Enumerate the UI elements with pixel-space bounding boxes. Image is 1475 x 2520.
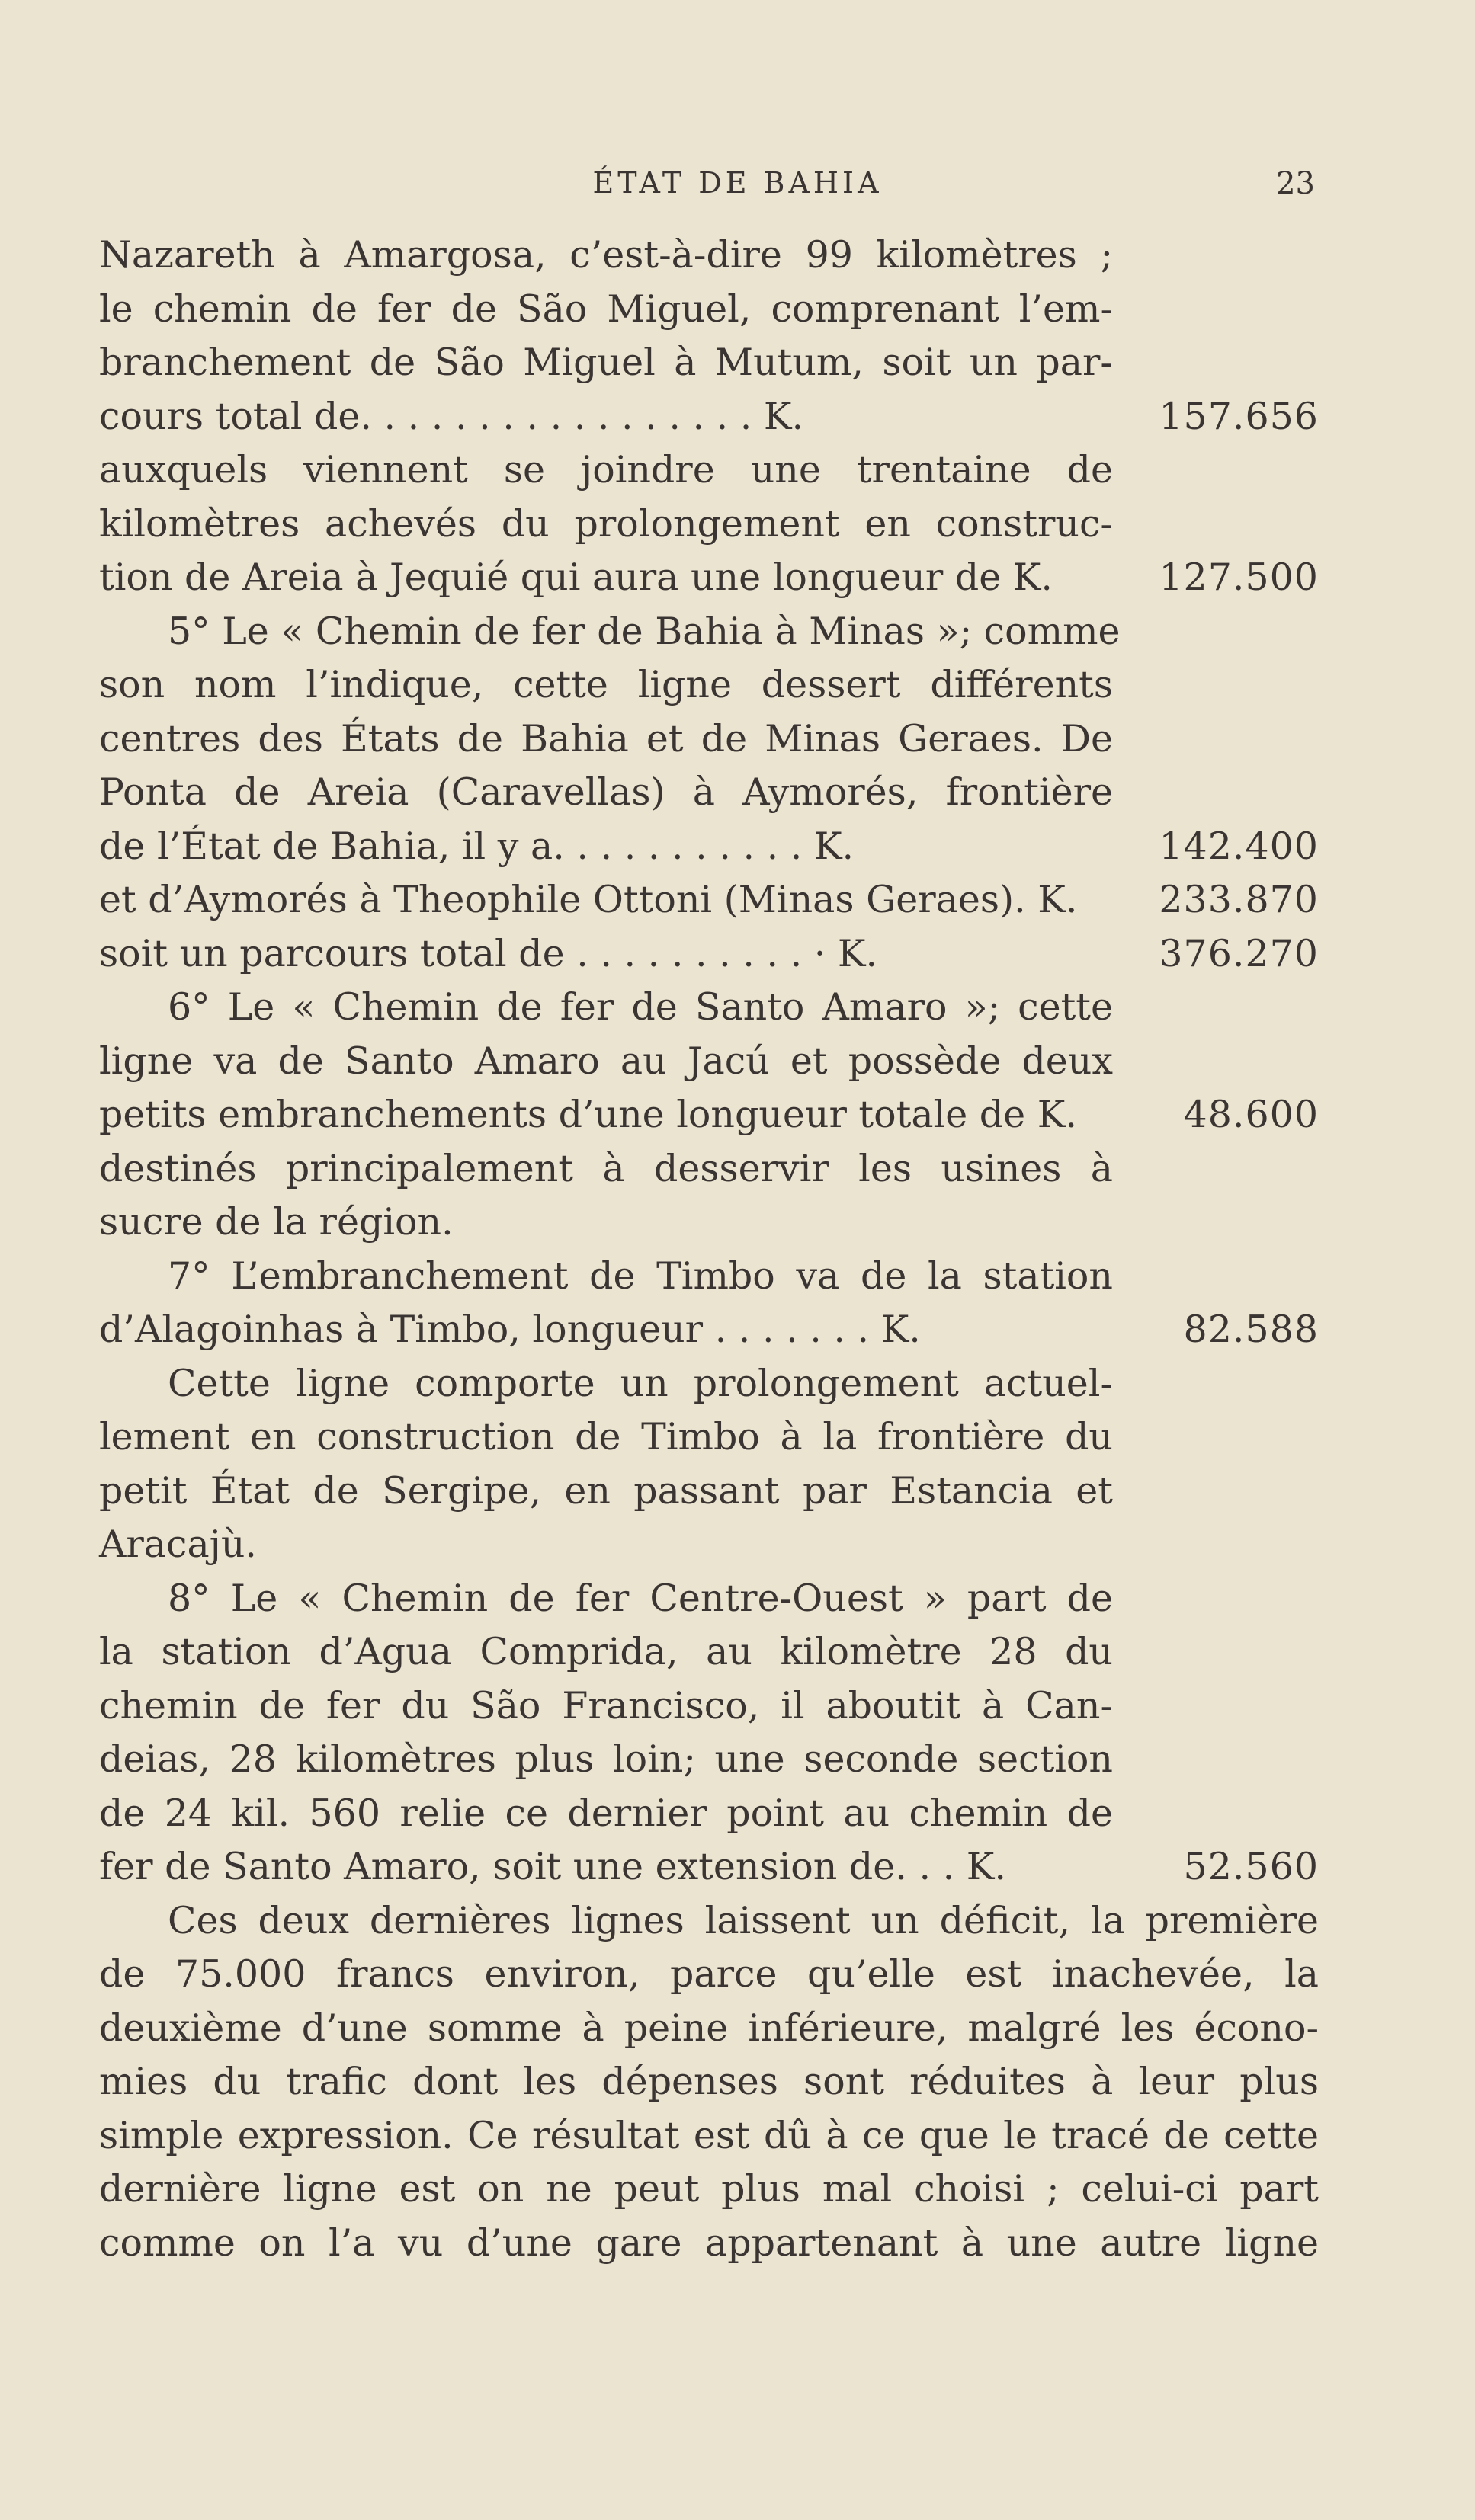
text-line: et d’Aymorés à Theophile Ottoni (Minas Geraes). K. 233.870 [99,873,1319,927]
text-line: cours total de. . . . . . . . . . . . . . . . . K. 157.656 [99,390,1319,444]
text-line: le chemin de fer de São Miguel, comprenant l’em- [99,287,1113,331]
text-line: la station d’Agua Comprida, au kilomètre 28 du [99,1630,1113,1673]
text-line: sucre de la région. [99,1200,454,1244]
distance-value: 376.270 [1159,931,1319,975]
text-line: mies du trafic dont les dépenses sont réduites à leur plus [99,2060,1319,2103]
text-line: chemin de fer du São Francisco, il aboutit à Can- [99,1683,1113,1727]
text-line: kilomètres achevés du prolongement en construc- [99,501,1113,546]
text-line: centres des États de Bahia et de Minas Geraes. De [99,716,1113,760]
text-line: deias, 28 kilomètres plus loin; une seconde section [99,1737,1113,1781]
text-line: Ces deux dernières lignes laissent un déficit, la première [168,1898,1319,1942]
text-line: de l’État de Bahia, il y a. . . . . . . . . . . K. 142.400 [99,820,1319,874]
page-header [0,166,1475,212]
text-line: tion de Areia à Jequié qui aura une longueur de K. 127.500 [99,551,1319,605]
text-line: 6° Le « Chemin de fer de Santo Amaro »; cette [168,985,1113,1029]
distance-value: 142.400 [1159,824,1319,868]
text-line: Ponta de Areia (Caravellas) à Aymorés, frontière [99,770,1113,814]
text-line: d’Alagoinhas à Timbo, longueur . . . . . . . K. 82.588 [99,1303,1319,1357]
text-line: lement en construction de Timbo à la frontière du [99,1415,1113,1459]
text-line: branchement de São Miguel à Mutum, soit un par- [99,341,1113,384]
page-body [99,229,1319,2270]
text-line: 5° Le « Chemin de fer de Bahia à Minas »; comme [168,609,1121,653]
text-line: de 24 kil. 560 relie ce dernier point au chemin de [99,1791,1113,1835]
text-line: Cette ligne comporte un prolongement actuel- [168,1361,1113,1405]
text-line: auxquels viennent se joindre une trentaine de [99,448,1113,492]
distance-value: 157.656 [1159,394,1319,438]
page-number: 23 [1276,166,1315,201]
text-line: 8° Le « Chemin de fer Centre-Ouest » part de [168,1576,1113,1620]
text-line: petit État de Sergipe, en passant par Estancia et [99,1468,1113,1513]
text-line: son nom l’indique, cette ligne dessert différents [99,663,1113,706]
text-line: Aracajù. [99,1523,258,1566]
text-line: fer de Santo Amaro, soit une extension de. . . K. 52.560 [99,1840,1319,1894]
text-line: ligne va de Santo Amaro au Jacú et possède deux [99,1039,1113,1083]
text-line: deuxième d’une somme à peine inférieure, malgré les écono- [99,2006,1319,2050]
text-line: Nazareth à Amargosa, c’est-à-dire 99 kilomètres ; [99,233,1113,277]
text-line: dernière ligne est on ne peut plus mal choisi ; celui-ci part [99,2167,1319,2211]
distance-value: 52.560 [1183,1845,1319,1888]
distance-value: 82.588 [1183,1308,1319,1351]
distance-value: 48.600 [1183,1093,1319,1136]
text-line: comme on l’a vu d’une gare appartenant à une autre ligne [99,2221,1319,2265]
text-line: petits embranchements d’une longueur totale de K. 48.600 [99,1088,1319,1142]
distance-value: 127.500 [1159,556,1319,599]
text-line: simple expression. Ce résultat est dû à ce que le tracé de cette [99,2113,1319,2157]
text-line: destinés principalement à desservir les usines à [99,1146,1113,1190]
text-line: de 75.000 francs environ, parce qu’elle est inachevée, la [99,1952,1319,1996]
text-line: soit un parcours total de . . . . . . . . . . · K. 376.270 [99,927,1319,981]
running-title: ÉTAT DE BAHIA [592,166,883,200]
distance-value: 233.870 [1159,878,1319,921]
text-line: 7° L’embranchement de Timbo va de la station [168,1254,1113,1298]
